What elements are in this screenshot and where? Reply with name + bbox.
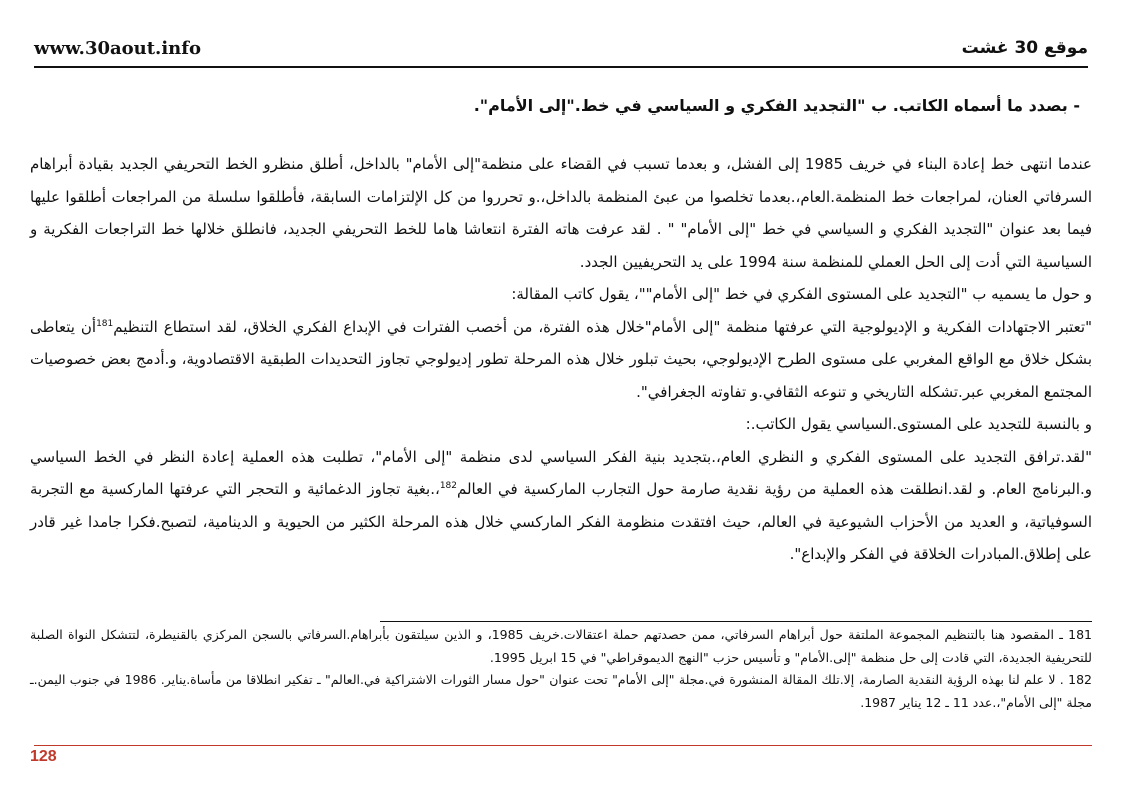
paragraph-5-text-a: "لقد.ترافق التجديد على المستوى الفكري و النظري العام،.بتجديد بنية الفكر السياسي لدى منظمة "إلى الأمام"، تطلبت هذه العملية إعادة النظر في الخط السياسي و.البرنامج العام. و لقد.انطلقت هذه العملية من رؤية نقدية صارمة حول التجارب الماركسية في العالم — [30, 447, 1092, 498]
paragraph-1 — [30, 148, 1092, 278]
footnote-181: 181 ـ المقصود هنا بالتنظيم المجموعة الملتفة حول أبراهام السرفاتي، ممن حصدتهم حملة اعتقالات.خريف 1985، و الذين سيلتقون بأبراهام.السرفاتي بالسجن المركزي بالقنيطرة، لتتشكل النواة الصلبة للتحريفية الجديدة، التي قادت إلى حل منظمة "إلى.الأمام" و تأسيس حزب "النهج الديموقراطي" في 15 ابريل 1995. — [30, 627, 1092, 665]
footnote-divider — [380, 621, 1092, 622]
footnotes — [30, 624, 1092, 714]
page-header — [34, 32, 1088, 62]
footnote-182: 182 . لا علم لنا بهذه الرؤية النقدية الصارمة، إلا.تلك المقالة المنشورة في.مجلة "إلى الأمام" تحت عنوان "حول مسار الثورات الاشتراكية في.العالم" ـ تفكير انطلاقا من مأساة.يناير. 1986 في جنوب اليمن.ـ مجلة "إلى الأمام"،.عدد 11 ـ 12 يناير 1987. — [30, 672, 1092, 710]
footnote-ref-182[interactable]: 182 — [439, 481, 457, 491]
paragraph-5-text-b: ،.بغية تجاوز الدغمائية و التحجر التي عرفتها الماركسية مع التجربة السوفياتية، و العديد من الأحزاب الشيوعية في العالم، حيث افتقدت منظومة الفكر الماركسي خلال هذه المرحلة الكثير من الحيوية و الدينامية، لتصبح.فكرا جامدا غير قادر على إطلاق.المبادرات الخلاقة في الفكر والإبداع". — [30, 480, 1092, 563]
spacer — [30, 120, 1092, 148]
site-name: موقع 30 غشت — [961, 38, 1088, 58]
page-number: 128 — [30, 748, 57, 765]
header-divider — [34, 66, 1088, 68]
paragraph-2 — [30, 278, 1092, 311]
paragraph-3 — [30, 311, 1092, 409]
footer-divider — [34, 745, 1092, 746]
paragraph-5 — [30, 441, 1092, 571]
paragraph-4 — [30, 408, 1092, 441]
article-body — [30, 92, 1092, 571]
paragraph-2-text: و حول ما يسميه ب "التجديد على المستوى الفكري في خط "إلى الأمام""، يقول كاتب المقالة: — [511, 285, 1092, 303]
site-url: www.30aout.info — [34, 38, 202, 59]
paragraph-4-text: و بالنسبة للتجديد على المستوى.السياسي يقول الكاتب.: — [745, 415, 1092, 433]
paragraph-3-text-a: "تعتبر الاجتهادات الفكرية و الإديولوجية التي عرفتها منظمة "إلى الأمام"خلال هذه الفترة، من أخصب الفترات في الإبداع الفكري الخلاق، لقد استطاع التنظيم — [113, 317, 1092, 336]
paragraph-3-text-b: أن يتعاطى بشكل خلاق مع الواقع المغربي على مستوى الطرح الإديولوجي، بحيث تبلور خلال هذه المرحلة تطور إديولوجي تجاوز التحديدات الطبقية الاقتصادوية، و.أدمج بعض خصوصيات المجتمع المغربي عبر.تشكله التاريخي و تنوعه الثقافي.و تفاوته الجغرافي". — [30, 317, 1092, 401]
paragraph-1-text: عندما انتهى خط إعادة البناء في خريف 1985 إلى الفشل، و بعدما تسبب في القضاء على منظمة"إلى الأمام" بالداخل، أطلق منظرو الخط التحريفي الجديد بقيادة أبراهام السرفاتي العنان، لمراجعات خط المنظمة.العام،.بعدما تخلصوا من عبئ المنظمة بالداخل،.و تحرروا من كل الإلتزامات السابقة، فأطلقوا سلسلة من المراجعات أطلقوا عليها فيما بعد عنوان "التجديد الفكري و السياسي في خط "إلى الأمام" " . لقد عرفت هاته الفترة انتعاشا هاما للخط التحريفي الجديد، فانطلق خلالها خط التراجعات الفكرية و السياسية التي أدت إلى الحل العملي للمنظمة سنة 1994 على يد التحريفيين الجدد. — [30, 155, 1092, 271]
section-title: - بصدد ما أسماه الكاتب. ب "التجديد الفكري و السياسي في خط."إلى الأمام". — [473, 96, 1080, 115]
footnote-ref-181[interactable]: 181 — [96, 318, 114, 329]
